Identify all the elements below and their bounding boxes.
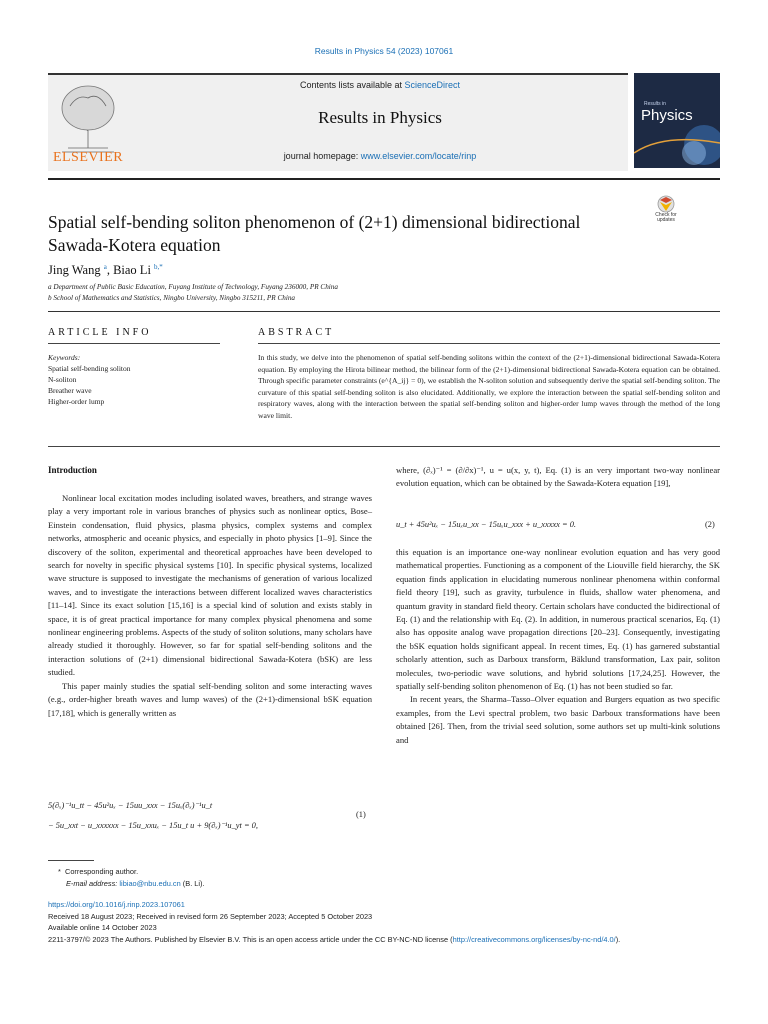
affiliation-b: b School of Mathematics and Statistics, Ningbo University, Ningbo 315211, PR China — [48, 294, 296, 302]
paragraph: This paper mainly studies the spatial self-bending soliton and some interacting waves (e.g., order-higher breath waves and lump waves) of the (2+1)-dimensional bSK equation [17,18], which is generally written as — [48, 680, 372, 718]
paragraph: this equation is an importance one-way nonlinear evolution equation and has very good mathematical properties. Functioning as a component of the Liouville field hierarchy, the SK equation finds application in elucidating numerous nonlinear phenomena within conformal field theory [19], such as gravity, turbulence in fluids, shallow water phenomena, and quantum gravity in standard field theory. Certain scholars have conducted the bidirectional of Eq. (1) and the relationship with Eq. (2). In addition, in numerous practical scenarios, Eq. (1) also has opposite analog wave propagation directions [20–23]. Consequently, investigating the bSK equation holds significant appeal. In recent times, Eq. (1) has garnered substantial scholarly attention, such as Darboux transform, Bäklund transformation, Lax pair, soliton molecules, two-periodic wave solutions, and hybrid solutions [17,24,25]. However, the spatially self-bending soliton phenomenon of Eq. (1) has not been studied so far. — [396, 547, 720, 692]
license-suffix: ). — [615, 935, 621, 944]
keyword-item: Higher-order lump — [48, 397, 105, 406]
affiliation-a: a Department of Public Basic Education, Fuyang Institute of Technology, Fuyang 236000, PR China — [48, 283, 338, 291]
journal-homepage — [130, 151, 630, 161]
author-separator: , — [106, 263, 114, 278]
abstract-rule — [258, 343, 720, 344]
abstract-text: In this study, we delve into the phenomenon of spatial self-bending solitons within the context of the (2+1)-dimensional bidirectional Sawada-Kotera equation. By employing the Hirota bilinear method, the bilinear form of the (2+1)-dimensional bidirectional Sawada-Kotera equation can be obtained. Through specific parameter constraints (e^{A_ij} = 0), we establish the N-soliton solution and subsequently derive the spatial self-bending soliton. The curvature of this spatial self-bending soliton is also elucidated. Additionally, we explore the interaction between the spatial self-bending soliton and respiratory waves, along with the interaction between the spatial self-bending soliton and higher-order lump waves through the method of the long wave limit. — [258, 353, 720, 420]
homepage-link[interactable]: www.elsevier.com/locate/rinp — [360, 151, 477, 161]
author-name: Jing Wang — [48, 263, 101, 278]
abstract-heading: ABSTRACT — [258, 327, 335, 338]
abstract-bottom-rule — [48, 446, 720, 447]
homepage-prefix: journal homepage: — [283, 151, 361, 161]
license-link[interactable]: http://creativecommons.org/licenses/by-nc-nd/4.0/ — [452, 935, 616, 944]
article-title: Spatial self-bending soliton phenomenon of (2+1) dimensional bidirectional Sawada-Kotera equation — [48, 212, 581, 255]
email-label: E-mail address: — [66, 879, 120, 888]
license-statement — [48, 935, 720, 946]
keyword-item: Breather wave — [48, 386, 92, 395]
section-heading-introduction: Introduction — [48, 465, 97, 475]
cover-subtitle: Results in — [644, 101, 666, 107]
license-prefix: 2211-3797/© 2023 The Authors. Published by Elsevier B.V. This is an open access article under the CC BY-NC-ND license ( — [48, 935, 453, 944]
email-note — [66, 879, 205, 888]
contents-prefix: Contents lists available at — [299, 80, 405, 90]
journal-reference[interactable]: Results in Physics 54 (2023) 107061 — [314, 46, 454, 56]
doi-text[interactable]: https://doi.org/10.1016/j.rinp.2023.107061 — [48, 900, 185, 909]
author-list — [48, 263, 163, 278]
right-column-top — [396, 464, 720, 491]
received-dates: Received 18 August 2023; Received in revised form 26 September 2023; Accepted 5 October 2023 — [48, 912, 373, 921]
info-top-rule — [48, 311, 720, 312]
paragraph: where, (∂ₓ)⁻¹ = (∂/∂x)⁻¹, u = u(x, y, t), Eq. (1) is an very important two-way nonlinear evolution equation, which can be obtained by the Sawada-Kotera equation [19], — [396, 465, 720, 489]
keyword-item: Spatial self-bending soliton — [48, 364, 131, 373]
contents-line — [130, 80, 630, 90]
equation-1-line-2: − 5u_xxt − u_xxxxxx − 15u_xxuₓ − 15u_t u + 9(∂ₓ)⁻¹u_yt = 0, — [48, 821, 258, 830]
author-name: Biao Li — [113, 263, 151, 278]
header-rule — [48, 178, 720, 180]
journal-title: Results in Physics — [318, 108, 442, 127]
paragraph: In recent years, the Sharma–Tasso–Olver equation and Burgers equation as two specific examples, from the Levi spectral problem, two basic Darboux transformations have been obtained [26]. Then, from the trivial seed solution, some authors set up multi-kink solutions and — [396, 694, 720, 745]
corresponding-label: Corresponding author. — [64, 867, 139, 876]
equation-1-number: (1) — [356, 810, 366, 819]
article-info-heading: ARTICLE INFO — [48, 327, 152, 338]
footnote-rule — [48, 860, 94, 861]
email-link[interactable]: libiao@nbu.edu.cn — [119, 879, 181, 888]
available-online: Available online 14 October 2023 — [48, 923, 157, 932]
equation-1-line-1: 5(∂ₓ)⁻¹u_tt − 45u²uₓ − 15uu_xxx − 15uₓ(∂ₓ)⁻¹u_t — [48, 801, 213, 810]
doi-link[interactable] — [48, 900, 720, 911]
cover-title: Physics — [641, 107, 693, 124]
author-affiliation-marker[interactable]: a — [103, 263, 107, 271]
sciencedirect-link[interactable]: ScienceDirect — [404, 80, 461, 90]
footnote-star: * — [58, 867, 65, 876]
corresponding-author-note — [58, 867, 138, 876]
author-affiliation-marker[interactable]: b,* — [154, 263, 163, 271]
keyword-item: N-soliton — [48, 375, 77, 384]
paragraph: Nonlinear local excitation modes including isolated waves, breathers, and strange waves play a very important role in various branches of physics such as nonlinear optics, Bose–Einstein condensation, fluid physics, plasma physics, complex systems and complex networks, atmospheric and oceanic physics, and especially in photo physics [1–9]. Since the discovery of the soliton, experimental and theoretical approaches have been developed to search for novelty in specific physical systems [10]. In specific physical systems, localized wave structure is supposed to investigate the mechanisms of generation of various localized waves, and to investigate the interactions between different localized waves characteristics [11–14]. Since its exact solution [15,16] is a special kind of solution and exists stably in space, it is of great practical importance for many complex physical phenomena and some nonlinear engineering problems. Aspects of the study of soliton solutions, many scholars have already studied it thoroughly. However, so far for spatial self-bending solitons and the interaction solutions of (2+1) dimensional bidirectional Sawada-Kotera (bSK) are less studied. — [48, 493, 372, 678]
left-column — [48, 492, 372, 720]
equation-2: u_t + 45u²uₓ − 15uₓu_xx − 15uₓu_xxx + u_xxxxx = 0. — [396, 520, 577, 529]
article-info-rule — [48, 343, 220, 344]
equation-2-number: (2) — [705, 520, 715, 529]
check-for-updates-label[interactable]: Check for updates — [655, 212, 677, 223]
keywords-label: Keywords: — [48, 353, 81, 362]
elsevier-wordmark: ELSEVIER — [52, 150, 124, 165]
email-suffix: (B. Li). — [180, 879, 205, 888]
right-column-body — [396, 546, 720, 747]
